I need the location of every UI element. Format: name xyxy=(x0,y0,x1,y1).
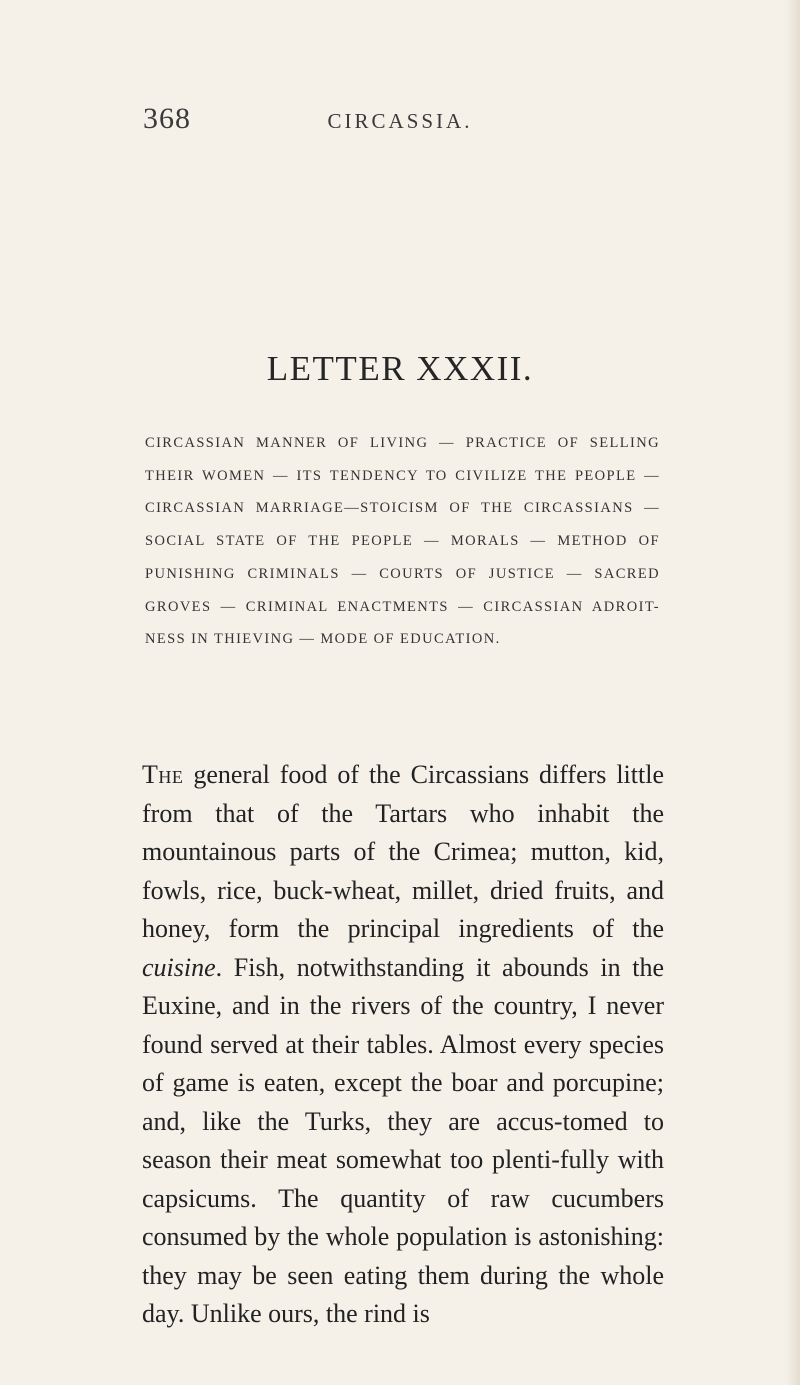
page-edge-shadow xyxy=(786,0,800,1385)
body-text-part-2: . Fish, notwithstanding it abounds in the Euxine, and in the rivers of the country, I never found served at their tables. Almost every species of game is eaten, except the boar and porcupine; and, like the Turks, they are accus-tomed to season their meat somewhat too plenti-fully with capsicums. The quantity of raw cucumbers consumed by the whole population is astonishing: they may be seen eating them during the whole day. Unlike ours, the rind is xyxy=(142,952,664,1328)
lead-word: The xyxy=(142,760,184,789)
body-text-part-1: general food of the Circassians differs little from that of the Tartars who inhabit the mountainous parts of the Crimea; mutton, kid, fowls, rice, buck-wheat, millet, dried fruits, and honey, form the principal ingredients of the xyxy=(142,760,664,943)
body-paragraph xyxy=(142,756,664,1334)
letter-heading: LETTER XXXII. xyxy=(266,349,534,388)
chapter-summary: CIRCASSIAN MANNER OF LIVING — PRACTICE OF SELLING THEIR WOMEN — ITS TENDENCY TO CIVILIZE THE PEOPLE —CIRCASSIAN MARRIAGE—STOICISM OF THE CIRCASSIANS — SOCIAL STATE OF THE PEOPLE — MORALS — METHOD OF PUNISHING CRIMINALS — COURTS OF JUSTICE — SACRED GROVES — CRIMINAL ENACTMENTS — CIRCASSIAN ADROIT-NESS IN THIEVING — MODE OF EDUCATION. xyxy=(145,435,660,648)
italic-term: cuisine xyxy=(142,952,216,982)
page-number: 368 xyxy=(143,102,191,135)
running-head: CIRCASSIA. xyxy=(327,109,473,133)
